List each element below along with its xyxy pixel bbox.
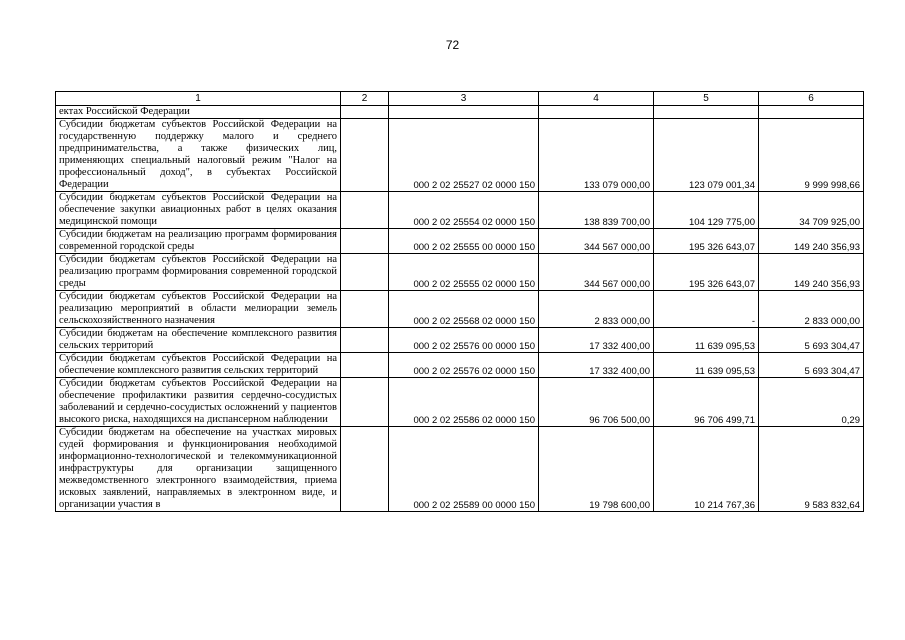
row-c6: 149 240 356,93 — [759, 254, 864, 291]
row-c4: 2 833 000,00 — [539, 291, 654, 328]
row-col2 — [341, 427, 389, 512]
row-c4: 138 839 700,00 — [539, 192, 654, 229]
table-row — [56, 119, 864, 192]
table-row — [56, 427, 864, 512]
column-header: 5 — [654, 92, 759, 106]
row-c6 — [759, 106, 864, 119]
table-row — [56, 229, 864, 254]
table-row — [56, 254, 864, 291]
column-header: 3 — [389, 92, 539, 106]
column-header: 1 — [56, 92, 341, 106]
row-col2 — [341, 291, 389, 328]
row-c6: 2 833 000,00 — [759, 291, 864, 328]
row-c5: 123 079 001,34 — [654, 119, 759, 192]
row-col2 — [341, 106, 389, 119]
row-col2 — [341, 229, 389, 254]
row-code: 000 2 02 25527 02 0000 150 — [389, 119, 539, 192]
table-row — [56, 328, 864, 353]
row-c4 — [539, 106, 654, 119]
table-row — [56, 353, 864, 378]
row-c4: 17 332 400,00 — [539, 353, 654, 378]
row-c4: 96 706 500,00 — [539, 378, 654, 427]
row-name: Субсидии бюджетам на обеспечение комплексного развития сельских территорий — [56, 328, 341, 353]
row-c4: 344 567 000,00 — [539, 254, 654, 291]
column-header: 2 — [341, 92, 389, 106]
row-col2 — [341, 328, 389, 353]
row-c6: 149 240 356,93 — [759, 229, 864, 254]
row-c5 — [654, 106, 759, 119]
row-c6: 0,29 — [759, 378, 864, 427]
table-row — [56, 291, 864, 328]
row-c4: 19 798 600,00 — [539, 427, 654, 512]
continuation-row — [56, 106, 864, 119]
row-c6: 9 583 832,64 — [759, 427, 864, 512]
row-c5: 10 214 767,36 — [654, 427, 759, 512]
row-c5: 11 639 095,53 — [654, 353, 759, 378]
budget-table — [55, 91, 864, 512]
column-header: 4 — [539, 92, 654, 106]
row-name: Субсидии бюджетам субъектов Российской Федерации на реализацию мероприятий в области мелиорации земель сельскохозяйственного назначения — [56, 291, 341, 328]
row-code: 000 2 02 25555 02 0000 150 — [389, 254, 539, 291]
row-col2 — [341, 353, 389, 378]
page-number: 72 — [445, 38, 460, 52]
row-c6: 9 999 998,66 — [759, 119, 864, 192]
row-c4: 133 079 000,00 — [539, 119, 654, 192]
row-col2 — [341, 192, 389, 229]
row-code: 000 2 02 25555 00 0000 150 — [389, 229, 539, 254]
row-code: 000 2 02 25589 00 0000 150 — [389, 427, 539, 512]
row-col2 — [341, 378, 389, 427]
row-c6: 34 709 925,00 — [759, 192, 864, 229]
row-code — [389, 106, 539, 119]
table-row — [56, 192, 864, 229]
row-code: 000 2 02 25586 02 0000 150 — [389, 378, 539, 427]
row-c6: 5 693 304,47 — [759, 328, 864, 353]
row-c4: 344 567 000,00 — [539, 229, 654, 254]
row-c5: 96 706 499,71 — [654, 378, 759, 427]
row-c5: 11 639 095,53 — [654, 328, 759, 353]
column-header: 6 — [759, 92, 864, 106]
table-header-row — [56, 92, 864, 106]
row-col2 — [341, 254, 389, 291]
row-c6: 5 693 304,47 — [759, 353, 864, 378]
row-name: Субсидии бюджетам на обеспечение на участках мировых судей формирования и функционирования необходимой информационно-технологической и телекоммуникационной инфраструктуры для организации защищенного межведомственного электронного взаимодействия, приема исковых заявлений, направляемых в электронном виде, и организации участия в — [56, 427, 341, 512]
row-name: Субсидии бюджетам субъектов Российской Федерации на обеспечение комплексного развития сельских территорий — [56, 353, 341, 378]
row-code: 000 2 02 25554 02 0000 150 — [389, 192, 539, 229]
row-c4: 17 332 400,00 — [539, 328, 654, 353]
row-name: ектах Российской Федерации — [56, 106, 341, 119]
row-c5: - — [654, 291, 759, 328]
row-name: Субсидии бюджетам на реализацию программ формирования современной городской среды — [56, 229, 341, 254]
row-name: Субсидии бюджетам субъектов Российской Федерации на государственную поддержку малого и среднего предпринимательства, а также физических лиц, применяющих специальный налоговый режим "Налог на профессиональный доход", в субъектах Российской Федерации — [56, 119, 341, 192]
row-code: 000 2 02 25576 00 0000 150 — [389, 328, 539, 353]
row-code: 000 2 02 25576 02 0000 150 — [389, 353, 539, 378]
row-name: Субсидии бюджетам субъектов Российской Федерации на обеспечение закупки авиационных работ в целях оказания медицинской помощи — [56, 192, 341, 229]
row-c5: 195 326 643,07 — [654, 229, 759, 254]
row-name: Субсидии бюджетам субъектов Российской Федерации на реализацию программ формирования современной городской среды — [56, 254, 341, 291]
row-name: Субсидии бюджетам субъектов Российской Федерации на обеспечение профилактики развития сердечно-сосудистых заболеваний и сердечно-сосудистых осложнений у пациентов высокого риска, находящихся на диспансерном наблюдении — [56, 378, 341, 427]
row-col2 — [341, 119, 389, 192]
table-row — [56, 378, 864, 427]
row-code: 000 2 02 25568 02 0000 150 — [389, 291, 539, 328]
row-c5: 104 129 775,00 — [654, 192, 759, 229]
row-c5: 195 326 643,07 — [654, 254, 759, 291]
